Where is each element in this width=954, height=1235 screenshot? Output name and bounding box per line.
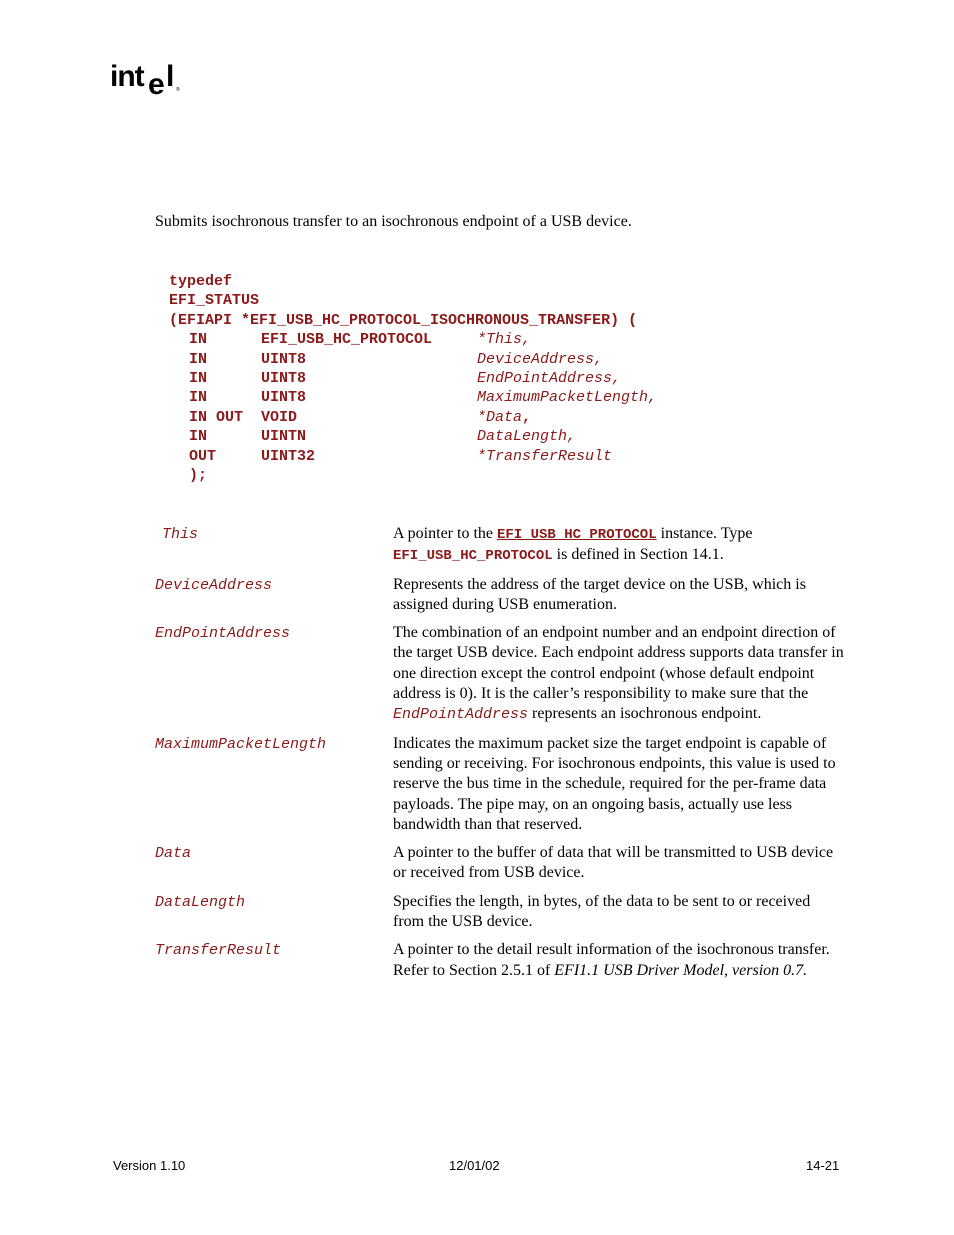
param-description: The combination of an endpoint number and an endpoint direction of the target USB device. Each endpoint address supports data transfer in one direction except the control endpoint (whose default endpoint address is 0). It is the caller’s responsibility to make sure that the EndPointAddress represents an isochronous endpoint. bbox=[393, 624, 844, 724]
param-transfer-result bbox=[155, 940, 845, 981]
proto-row: IN OUT VOID *Data, bbox=[189, 408, 532, 426]
proto-row: IN UINT8 MaximumPacketLength, bbox=[189, 389, 658, 407]
proto-row: IN EFI_USB_HC_PROTOCOL *This, bbox=[189, 331, 532, 349]
intel-logo bbox=[110, 58, 185, 100]
prototype-params bbox=[169, 330, 657, 485]
param-description: Specifies the length, in bytes, of the data to be sent to or received from the USB device. bbox=[393, 892, 811, 931]
param-data bbox=[155, 843, 845, 884]
param-description: A pointer to the detail result information of the isochronous transfer. Refer to Section 2.5.1 of EFI1.1 USB Driver Model, version 0.7. bbox=[393, 941, 830, 979]
param-max-packet-length bbox=[155, 734, 845, 835]
param-description: A pointer to the EFI_USB_HC_PROTOCOL instance. Type EFI_USB_HC_PROTOCOL is defined in Section 14.1. bbox=[393, 525, 753, 565]
param-name: DeviceAddress bbox=[155, 576, 273, 594]
param-description: A pointer to the buffer of data that will be transmitted to USB device or received from USB device. bbox=[393, 844, 834, 882]
proto-close: ); bbox=[189, 467, 208, 485]
param-name: MaximumPacketLength bbox=[155, 735, 327, 753]
param-description: Represents the address of the target device on the USB, which is assigned during USB enumeration. bbox=[393, 575, 806, 613]
param-description: Indicates the maximum packet size the target endpoint is capable of sending or receiving. For isochronous endpoints, this value is used to reserve the bus time in the schedule, required for the per-frame data payloads. The pipe may, on an ongoing basis, actually use less bandwidth than that reserved. bbox=[393, 734, 836, 833]
proto-row: IN UINT8 DeviceAddress, bbox=[189, 350, 604, 368]
prototype-code: typedef EFI_STATUS (EFIAPI *EFI_USB_HC_PROTOCOL_ISOCHRONOUS_TRANSFER) ( IN EFI_USB_HC_PROTOCOL *This, IN UINT8 DeviceAddress, IN UINT8 EndPointAddress, IN UINT8 MaximumPacketLength, IN OUT VOID *Data, IN UINTN DataLength, OUT UINT32 *TransferResult ); bbox=[169, 273, 658, 485]
param-name: DataLength bbox=[155, 893, 246, 911]
footer-date: 12/01/02 bbox=[449, 1158, 500, 1173]
param-endpoint-address bbox=[155, 623, 845, 725]
param-device-address bbox=[155, 575, 845, 616]
function-description: Submits isochronous transfer to an isochronous endpoint of a USB device. bbox=[155, 213, 632, 230]
footer-page-number: 14-21 bbox=[806, 1158, 840, 1173]
param-name: This bbox=[162, 526, 199, 543]
proto-row: IN UINTN DataLength, bbox=[189, 428, 577, 446]
param-name: EndPointAddress bbox=[155, 625, 291, 643]
proto-row: OUT UINT32 *TransferResult bbox=[189, 447, 613, 465]
parameters-list bbox=[155, 524, 845, 989]
svg-text:int: int bbox=[110, 60, 144, 93]
svg-text:®: ® bbox=[176, 87, 180, 93]
proto-row: IN UINT8 EndPointAddress, bbox=[189, 370, 622, 388]
param-name: TransferResult bbox=[155, 942, 282, 960]
protocol-link[interactable]: EFI_USB_HC_PROTOCOL bbox=[496, 527, 657, 543]
param-name: Data bbox=[155, 845, 192, 863]
svg-text:e: e bbox=[148, 68, 165, 100]
svg-text:l: l bbox=[166, 60, 175, 93]
footer-version: Version 1.10 bbox=[113, 1158, 186, 1173]
param-this bbox=[155, 524, 845, 567]
param-data-length bbox=[155, 892, 845, 933]
